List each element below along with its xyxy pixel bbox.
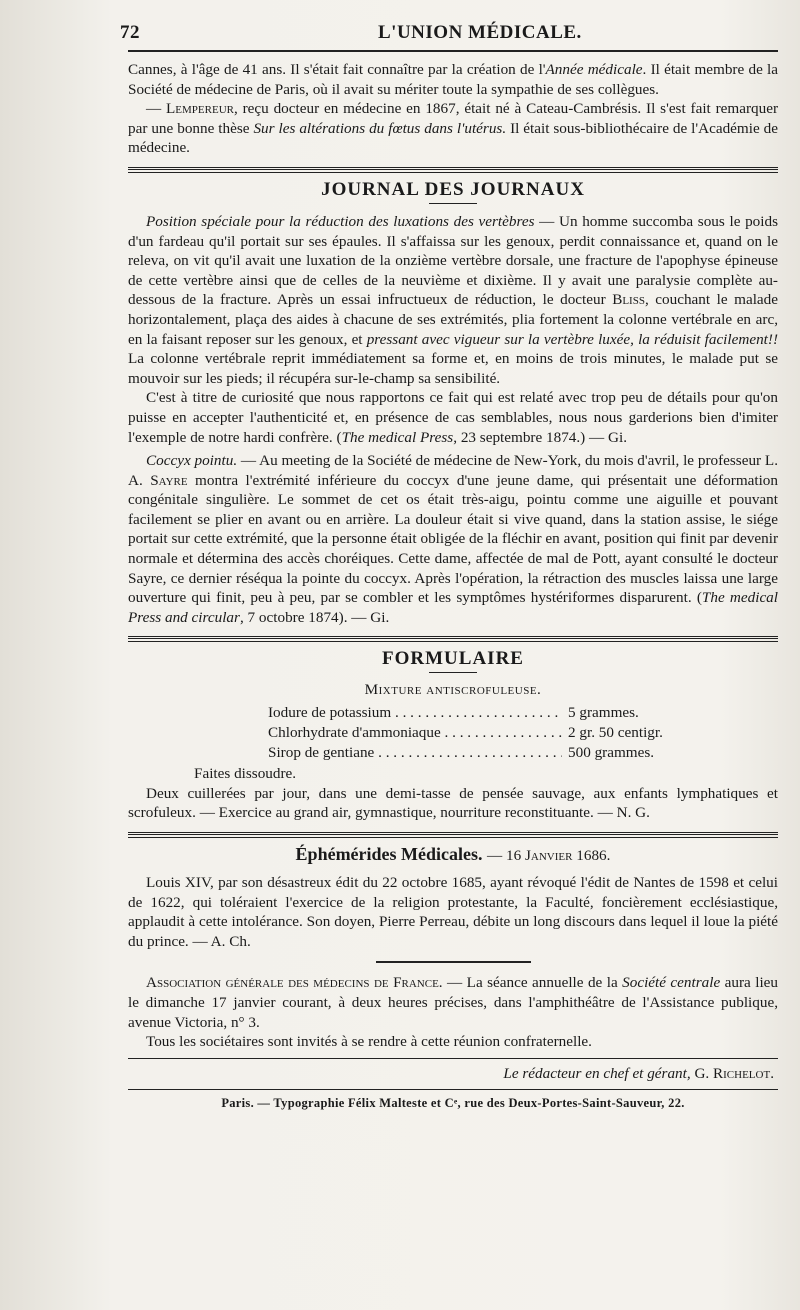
section-title-formulaire: FORMULAIRE bbox=[382, 648, 524, 670]
article-luxations-comment: C'est à titre de curiosité que nous rapportons ce fait qui est relaté avec trop peu de détails pour qu'on puisse en accepter l'authenticité et, en présence de cas semblables, nous nous garderions bien d'imiter l'exemple de notre hardi confrère. (The medical Press, 23 septembre 1874.) — Gi. bbox=[128, 389, 778, 446]
title-underline bbox=[429, 672, 477, 673]
ingredient-name: Sirop de gentiane . . . bbox=[268, 743, 562, 763]
running-title: L'UNION MÉDICALE. bbox=[378, 22, 582, 43]
formula-usage: Deux cuillerées par jour, dans une demi-tasse de pensée sauvage, aux enfants lymphatiques et scrofuleux. — Exercice au grand air, gymnastique, nourriture reconstituante. — N. G. bbox=[128, 784, 778, 822]
header-rule bbox=[128, 50, 778, 52]
ingredient-quantity: 5 grammes. bbox=[568, 704, 639, 722]
ephemerides-text: Louis XIV, par son désastreux édit du 22 octobre 1685, ayant révoqué l'édit de Nantes de 1598 et celui de 1622, qui toléraient l'exercice de la religion protestante, la Faculté, foncièrement ecclésiastique, applaudit à cette intolérance. Son doyen, Pierre Perreau, débite un long discours dans lequel il loue la piété du prince. — A. Ch. bbox=[128, 874, 778, 950]
association-invitation: Tous les sociétaires sont invités à se rendre à cette réunion confraternelle. bbox=[146, 1033, 592, 1051]
footer-rule bbox=[128, 1089, 778, 1090]
association-notice: Association générale des médecins de France. — La séance annuelle de la Société centrale aura lieu le dimanche 17 janvier courant, à deux heures précises, dans l'amphithéâtre de l'Assistance publique, avenue Victoria, n° 3. bbox=[128, 974, 778, 1031]
formula-row bbox=[268, 743, 718, 763]
formula-row bbox=[268, 723, 718, 743]
article-luxations: Position spéciale pour la réduction des luxations des vertèbres — Un homme succomba sous le poids d'un fardeau qu'il portait sur ses épaules. Il s'affaissa sur les genoux, perdit connaissance et, quand on le releva, on vit qu'il avait une luxation de la onzième vertèbre dorsale, une fracture de l'apophyse épineuse de cette vertèbre ainsi que de celles de la neuvième et dixième. Il y avait une paralysie complète au-dessous de la fracture. Après un essai infructueux de réduction, le docteur Bliss, couchant le malade horizontalement, plaça des aides à chacune de ses extrémités, plia fortement la colonne vertébrale en arc, en la faisant reposer sur les genoux, et pressant avec vigueur sur la vertèbre luxée, la réduisit facilement!! La colonne vertébrale reprit immédiatement sa forme et, en moins de trois minutes, le malade put se mouvoir sur les pieds; il récupéra sur-le-champ sa sensibilité. bbox=[128, 212, 778, 387]
section-divider bbox=[128, 167, 778, 173]
article-coccyx: Coccyx pointu. — Au meeting de la Société de médecine de New-York, du mois d'avril, le professeur L. A. Sayre montra l'extrémité inférieure du coccyx d'une jeune dame, qui présentait une déformation congénitale singulière. Le sommet de cet os était très-aigu, pointu comme une aiguille et pouvant facilement se plier en avant ou en arrière. La douleur était si vive quand, dans la station assise, le siége portait sur cette extrémité, que la personne était obligée de la fléchir en avant, position qui finit par devenir normale et détermina des accès choréiques. Cette dame, affectée de mal de Pott, ayant consulté le docteur Sayre, ce dernier réséqua la pointe du coccyx. Après l'opération, la rétraction des muscles laissa une large ouverture qui finit, peu à peu, par se combler et les symptômes hystériformes disparurent. (The medical Press and circular, 7 octobre 1874). — Gi. bbox=[128, 452, 778, 626]
ingredient-quantity: 500 grammes. bbox=[568, 743, 655, 761]
section-divider bbox=[128, 832, 778, 838]
signature: Le rédacteur en chef et gérant, G. Richelot. bbox=[503, 1064, 774, 1082]
section-title-journal: JOURNAL DES JOURNAUX bbox=[321, 178, 585, 200]
ephemerides-title: Éphémérides Médicales. — 16 Janvier 1686. bbox=[295, 844, 611, 864]
ephemerides-date: — 16 Janvier 1686. bbox=[487, 847, 611, 864]
signature-rule bbox=[128, 1058, 778, 1059]
formula-instruction: Faites dissoudre. bbox=[194, 765, 297, 783]
printer-imprint: Paris. — Typographie Félix Malteste et Cᵉ, rue des Deux-Portes-Saint-Sauveur, 22. bbox=[221, 1095, 685, 1110]
ingredient-name: Chlorhydrate d'ammoniaque . . . bbox=[268, 723, 562, 743]
page-number: 72 bbox=[120, 22, 140, 43]
obituary-paragraph-2: — Lempereur, reçu docteur en médecine en 1867, était né à Cateau-Cambrésis. Il s'est fait remarquer par une bonne thèse Sur les altérations du fœtus dans l'utérus. Il était sous-bibliothécaire de l'Académie de médecine. bbox=[128, 100, 779, 157]
formula-title: Mixture antiscrofuleuse. bbox=[364, 681, 542, 699]
section-divider bbox=[128, 636, 778, 642]
ingredient-quantity: 2 gr. 50 centigr. bbox=[568, 724, 663, 742]
title-underline bbox=[429, 203, 477, 204]
page-header bbox=[120, 20, 778, 46]
short-divider bbox=[376, 961, 531, 963]
obituary-paragraph-1: Cannes, à l'âge de 41 ans. Il s'était fait connaître par la création de l'Année médicale. Il était membre de la Société de médecine de Paris, où il avait su mériter toute la sympathie de ses collègues. bbox=[128, 61, 779, 98]
ingredient-name: Iodure de potassium . . . bbox=[268, 703, 562, 723]
formula-row bbox=[268, 703, 718, 723]
